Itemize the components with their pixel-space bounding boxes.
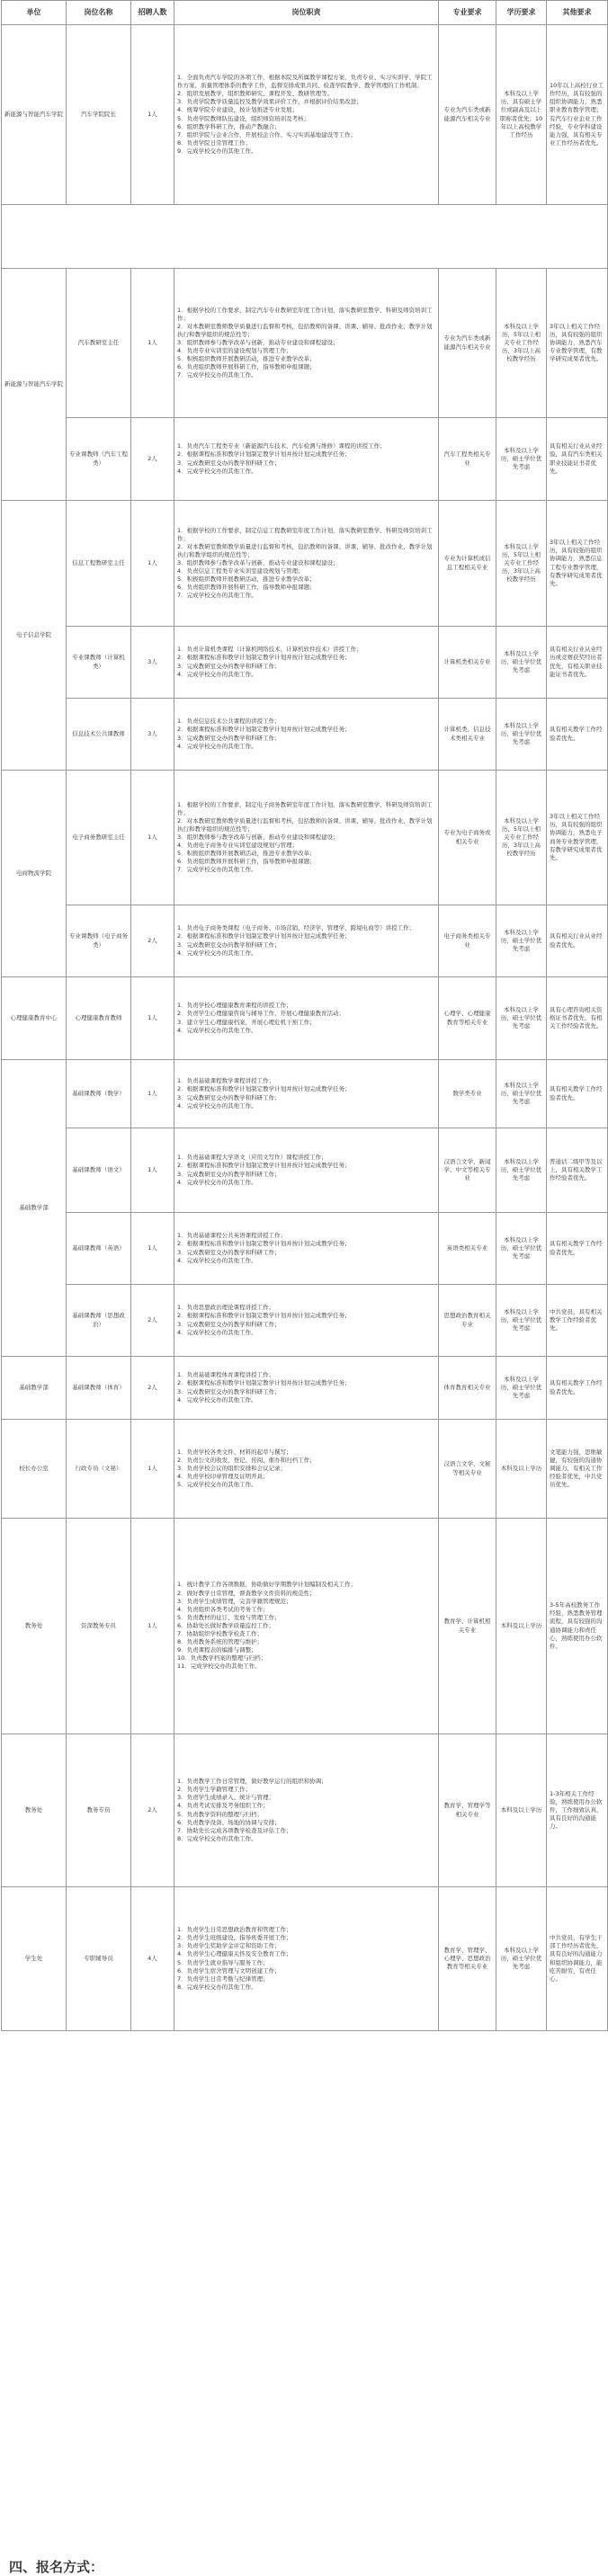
unit-cell: 新能源与智能汽车学院 <box>2 25 67 205</box>
other-requirements-cell: 具有相关教学工作经验者优先。 <box>547 1357 608 1420</box>
major-cell: 教育学、管理学等相关专业 <box>439 1734 496 1887</box>
major-cell: 计算机类、信息技术类相关专业 <box>439 699 496 771</box>
duties-cell <box>174 977 439 1060</box>
duties-cell <box>174 1128 439 1213</box>
education-cell: 本科及以上学历 <box>496 1420 547 1519</box>
duty-line: 3．完成教研室交办的教学和科研工作； <box>177 1093 281 1101</box>
duty-line: 2．根据课程标准和教学计划制定教学计划并按计划完成教学任务； <box>177 1379 351 1387</box>
education-cell: 本科及以上学历，5年以上相关专业工作经历，3年以上高校教学经历 <box>496 501 547 627</box>
table-row <box>2 1734 608 1887</box>
duty-line: 2．根据课程标准和教学计划制定教学计划并按计划完成教学任务； <box>177 1162 351 1170</box>
duty-line: 1．负责基础课程体育课程讲授工作； <box>177 1371 275 1379</box>
duties-cell <box>174 1357 439 1420</box>
other-requirements-cell: 10年以上高校行业工作经历，具有较强的组织协调能力，熟悉职业教育教学管理；有汽车行业企业工作经验，专业学科建设能力强，具有相关专业工作经历者优先。 <box>547 25 608 205</box>
count-cell: 3人 <box>131 699 174 771</box>
duty-line: 6．组织教学科研工作，推动产教融合； <box>177 122 281 130</box>
education-cell: 本科及以上学历，硕士学位优先考虑 <box>496 1213 547 1285</box>
duty-line: 3．完成教研室交办的教学和科研工作； <box>177 1170 281 1178</box>
duties-cell <box>174 771 439 905</box>
duty-line: 2．做好教学日常管理，督查教学文件资料的规范性； <box>177 1589 316 1597</box>
count-cell: 2人 <box>131 1285 174 1357</box>
duty-line: 1．负责学校各类文件、材料的起草与撰写； <box>177 1448 292 1456</box>
duty-line: 1．负责学生日常思想政治教育和管理工作； <box>177 1926 292 1934</box>
count-cell: 1人 <box>131 269 174 418</box>
unit-cell: 教务处 <box>2 1734 67 1887</box>
duty-line: 7．完成学校交办的其他工作。 <box>177 371 257 379</box>
header-other: 其他要求 <box>547 1 608 25</box>
major-cell: 教育学、管理学、心理学、思想政治教育等相关专业 <box>439 1887 496 2031</box>
count-cell: 1人 <box>131 1128 174 1213</box>
major-cell: 专业为汽车类或新能源汽车相关专业 <box>439 269 496 418</box>
duty-line: 2．对本教研室教师教学质量进行监督和考核，包括教师的备课、讲课、辅导、批改作业、教学计划执行和教学组织的规范性等； <box>177 322 433 338</box>
table-row <box>2 1128 608 1213</box>
duty-line: 4．完成学校交办的其他工作。 <box>177 670 257 678</box>
duty-line: 4．完成学校交办的其他工作。 <box>177 1256 257 1264</box>
duty-line: 1．负责思想政治理论课程讲授工作； <box>177 1304 275 1312</box>
duty-line: 5．积极组织教师开展教研活动，推进专业教学改革； <box>177 575 316 584</box>
duty-line: 2．负责公文的收发、登记、传阅、催办和归档工作； <box>177 1456 316 1464</box>
duty-line: 3．组织教师参与教学改革与创新，推动专业建设和课程建设； <box>177 338 339 346</box>
table-row <box>2 1357 608 1420</box>
other-requirements-cell: 1-3年相关工作经验，熟练使用办公软件，工作细致认真，具有良好的沟通能力。 <box>547 1734 608 1887</box>
table-gap-row <box>2 205 608 269</box>
major-cell: 计算机类相关专业 <box>439 627 496 699</box>
duty-line: 9．完成学校交办的其他工作。 <box>177 147 257 155</box>
duties-cell <box>174 905 439 977</box>
duty-line: 1．负责电子商务类课程（电子商务、市场营销、经济学、管理学、跨境电商等）讲授工作； <box>177 924 416 932</box>
duty-line: 7．负责学生日常考勤与纪律管理； <box>177 1974 269 1983</box>
other-requirements-cell: 具有相关教学工作经验者优先。 <box>547 1213 608 1285</box>
count-cell: 1人 <box>131 1060 174 1128</box>
duties-cell <box>174 1213 439 1285</box>
other-requirements-cell: 3年以上相关工作经历，具有较强的组织协调能力，熟悉汽车专业教学管理，有教学研究成果者优先。 <box>547 269 608 418</box>
duty-line: 4．完成学校交办的其他工作。 <box>177 742 257 750</box>
header-duties: 岗位职责 <box>174 1 439 25</box>
unit-cell: 校长办公室 <box>2 1420 67 1519</box>
duty-line: 1．负责基础课程数学课程讲授工作； <box>177 1077 275 1085</box>
education-cell: 本科及以上学历，硕士学位优先考虑 <box>496 1128 547 1213</box>
major-cell: 专业为汽车类或新能源汽车相关专业 <box>439 25 496 205</box>
position-cell: 信息技术公共课教师 <box>67 699 131 771</box>
header-unit: 单位 <box>2 1 67 25</box>
other-requirements-cell: 具有相关行业从业经验者优先。 <box>547 905 608 977</box>
duties-cell <box>174 1519 439 1734</box>
unit-cell: 教务处 <box>2 1519 67 1734</box>
duty-line: 8．完成学校交办的其他工作。 <box>177 1834 257 1842</box>
education-cell: 本科及以上学历，5年以上相关专业工作经历，3年以上高校教学经历 <box>496 771 547 905</box>
duty-line: 2．根据课程标准和教学计划制定教学计划并按计划完成教学任务； <box>177 1085 351 1093</box>
table-row <box>2 1213 608 1285</box>
gap-cell <box>2 205 608 269</box>
duties-cell <box>174 1734 439 1887</box>
duty-line: 5．负责教材的征订、发放与管理工作； <box>177 1613 281 1621</box>
other-requirements-cell: 中共党员，具有相关教学工作经验者优先。 <box>547 1285 608 1357</box>
education-cell: 本科及以上学历，硕士学位优先考虑 <box>496 1285 547 1357</box>
duty-line: 2．根据课程标准和教学计划制定教学计划并按计划完成教学任务； <box>177 932 351 940</box>
duty-line: 1．负责计算机类课程（计算机网络技术、计算机软件技术）讲授工作； <box>177 646 362 654</box>
position-cell: 资深教务专员 <box>67 1519 131 1734</box>
unit-cell: 电子信息学院 <box>2 501 67 771</box>
duty-line: 1．全面负责汽车学院的各项工作，根据本院及所属教学课程方案，负责专业、实习实训学、学院工作方案、质量管理体系的教学工作，监督安排成果共同、检查学院教学、教学管理的工作机制； <box>177 74 433 90</box>
major-cell: 汉语言文学、新闻学、中文等相关专业 <box>439 1128 496 1213</box>
duty-line: 8．负责学院日常管理工作； <box>177 138 252 147</box>
position-cell: 基础课教师（语文） <box>67 1128 131 1213</box>
count-cell: 1人 <box>131 25 174 205</box>
unit-cell: 新能源与智能汽车学院 <box>2 269 67 501</box>
duty-line: 2．根据课程标准和教学计划制定教学计划并按计划完成教学任务； <box>177 654 351 662</box>
count-cell: 1人 <box>131 1519 174 1734</box>
unit-cell: 电商物流学院 <box>2 771 67 977</box>
major-cell: 体育教育相关专业 <box>439 1357 496 1420</box>
count-cell: 1人 <box>131 1213 174 1285</box>
table-row <box>2 1519 608 1734</box>
position-cell: 行政专员（文秘） <box>67 1420 131 1519</box>
major-cell: 教育学、计算机相关专业 <box>439 1519 496 1734</box>
duty-line: 2．根据课程标准和教学计划制定教学计划并按计划完成教学任务； <box>177 450 351 459</box>
unit-cell: 学生处 <box>2 1887 67 2031</box>
position-cell: 汽车教研室主任 <box>67 269 131 418</box>
duty-line: 2．对本教研室教师教学质量进行监督和考核，包括教师的备课、讲课、辅导、批改作业、教学计划执行和教学组织的规范性等； <box>177 816 433 833</box>
duty-line: 4．负责信息工程类专业实训室建设规划与管理； <box>177 567 304 575</box>
duty-line: 7．完成学校交办的其他工作。 <box>177 592 257 600</box>
duty-line: 5．积极组织教师开展教研活动，推进专业教学改革； <box>177 850 316 858</box>
major-cell: 思想政治教育相关专业 <box>439 1285 496 1357</box>
unit-cell: 基础教学部 <box>2 1357 67 1420</box>
duty-line: 3．负责学生成绩录入、统计与管理； <box>177 1794 275 1802</box>
table-row <box>2 25 608 205</box>
duties-cell <box>174 1060 439 1128</box>
duty-line: 3．完成教研室交办的教学和科研工作； <box>177 459 281 467</box>
unit-cell: 基础教学部 <box>2 1060 67 1357</box>
duty-line: 2．组织发展教学，组织教师研究、课程开发、教研管理等。 <box>177 90 334 98</box>
duty-line: 4．统筹学院专业建设，按计划推进专业发展； <box>177 106 299 114</box>
duty-line: 3．负责学生奖助学金评定和资助工作； <box>177 1942 281 1950</box>
duties-cell <box>174 25 439 205</box>
duty-line: 2．负责学生学籍管理工作； <box>177 1786 252 1794</box>
position-cell: 基础课教师（数学） <box>67 1060 131 1128</box>
major-cell: 专业为计算机或信息工程相关专业 <box>439 501 496 627</box>
duty-line: 3．建立学生心理健康档案，开展心理危机干预工作； <box>177 1018 316 1026</box>
table-row <box>2 1060 608 1128</box>
position-cell: 信息工程教研室主任 <box>67 501 131 627</box>
major-cell: 数学类专业 <box>439 1060 496 1128</box>
duty-line: 4．完成学校交办的其他工作。 <box>177 1395 257 1404</box>
duty-line: 6．负责教学设备、场地的协调与安排； <box>177 1818 281 1826</box>
duty-line: 2．根据课程标准和教学计划制定教学计划并按计划完成教学任务； <box>177 1240 351 1248</box>
duty-line: 2．负责学生班级建设，指导班委开展工作； <box>177 1934 292 1942</box>
major-cell: 英语类相关专业 <box>439 1213 496 1285</box>
position-cell: 专职辅导员 <box>67 1887 131 2031</box>
duty-line: 3．负责学院教学质量监控及教学效果评价工作，并根据评价结果改进； <box>177 98 362 106</box>
major-cell: 汉语言文学、文秘等相关专业 <box>439 1420 496 1519</box>
table-row <box>2 905 608 977</box>
other-requirements-cell: 具有相关行业从业经验，具有汽车类相关职业技能证书者优先。 <box>547 418 608 501</box>
duties-cell <box>174 269 439 418</box>
duty-line: 1．统计教学工作各项数据，协助做好学期教学计划编制及相关工作； <box>177 1581 357 1589</box>
duty-line: 3．组织教师参与教学改革与创新，推动专业建设和课程建设； <box>177 558 339 566</box>
count-cell: 1人 <box>131 501 174 627</box>
position-cell: 心理健康教育教师 <box>67 977 131 1060</box>
duty-line: 4．负责学生心理健康关怀及安全教育工作； <box>177 1950 292 1958</box>
duty-line: 3．完成教研室交办的教学和科研工作； <box>177 1320 281 1328</box>
count-cell: 2人 <box>131 1734 174 1887</box>
education-cell: 本科及以上学历 <box>496 1734 547 1887</box>
other-requirements-cell: 具有相关教学工作经验者优先。 <box>547 1060 608 1128</box>
education-cell: 本科及以上学历，硕士学位优先考虑 <box>496 627 547 699</box>
duty-line: 5．负责学生就业指导与服务工作； <box>177 1958 269 1966</box>
duty-line: 1．负责基础课程公共英语课程讲授工作； <box>177 1232 287 1240</box>
duty-line: 7．协助组织学校教学检查工作； <box>177 1630 264 1638</box>
duty-line: 5．负责教学资料的整理与归档； <box>177 1810 264 1818</box>
recruitment-table <box>1 0 608 2031</box>
count-cell: 1人 <box>131 977 174 1060</box>
table-row <box>2 627 608 699</box>
table-row <box>2 1420 608 1519</box>
count-cell: 1人 <box>131 1420 174 1519</box>
table-header-row <box>2 1 608 25</box>
duty-line: 4．完成学校交办的其他工作。 <box>177 949 257 957</box>
duty-line: 1．负责基础课程大学语文（应用文写作）课程讲授工作； <box>177 1154 327 1162</box>
duty-line: 2．负责学生心理健康咨询与辅导工作，开展心理健康教育活动； <box>177 1010 345 1018</box>
duty-line: 5．积极组织教师开展教研活动，推进专业教学改革； <box>177 355 316 363</box>
duty-line: 4．负责考试安排及考务组织工作； <box>177 1802 269 1810</box>
duty-line: 6．负责组织教师开展科研工作，指导教师申报课题； <box>177 584 316 592</box>
position-cell: 专业课教师（汽车工程类） <box>67 418 131 501</box>
major-cell: 心理学、心理健康教育等相关专业 <box>439 977 496 1060</box>
count-cell: 2人 <box>131 418 174 501</box>
position-cell: 教务专员 <box>67 1734 131 1887</box>
duty-line: 11．完成学校交办的其他工作。 <box>177 1662 261 1671</box>
table-body <box>2 25 608 2031</box>
table-row <box>2 501 608 627</box>
duty-line: 4．负责学校印章管理及证明开具； <box>177 1473 269 1481</box>
education-cell: 本科及以上学历，硕士学位优先考虑 <box>496 1060 547 1128</box>
position-cell: 专业课教师（计算机类） <box>67 627 131 699</box>
duty-line: 4．完成学校交办的其他工作。 <box>177 1101 257 1110</box>
other-requirements-cell: 文笔能力强，思维敏捷，有较强的沟通协调能力，有相关工作经验者优先，中共党员优先。 <box>547 1420 608 1519</box>
duty-line: 7．组织学院与企业合作，开展校企合作、实习实训基地建设等工作； <box>177 130 357 138</box>
duty-line: 4．负责电子商务专业实训室建设规划与管理； <box>177 842 299 850</box>
education-cell: 本科及以上学历 <box>496 1519 547 1734</box>
table-row <box>2 771 608 905</box>
duties-cell <box>174 627 439 699</box>
duty-line: 5．负责学院教师队伍建设，组织师资培训及考核； <box>177 114 310 122</box>
education-cell: 本科及以上学历，具有硕士学位或副高及以上职称者优先；10年以上高校教学工作经历 <box>496 25 547 205</box>
duty-line: 8．完成学校交办的其他工作。 <box>177 1983 257 1991</box>
education-cell: 本科及以上学历，5年以上相关专业工作经历，3年以上高校教学经历 <box>496 269 547 418</box>
duty-line: 3．负责学校会议的组织安排和会议记录； <box>177 1464 287 1472</box>
table-row <box>2 699 608 771</box>
education-cell: 本科及以上学历，硕士学位优先考虑 <box>496 699 547 771</box>
duty-line: 8．负责教务系统的管理与维护； <box>177 1638 264 1646</box>
duty-line: 4．负责组织各类考试的考务工作； <box>177 1605 269 1613</box>
major-cell: 汽车工程类相关专业 <box>439 418 496 501</box>
duty-line: 1．负责信息技术公共课程的讲授工作； <box>177 718 281 726</box>
other-requirements-cell: 具有相关行业从业经历或竞赛获奖经历者优先，有相关职业技能证书者优先。 <box>547 627 608 699</box>
duties-cell <box>174 699 439 771</box>
duty-line: 1．根据学校的工作要求，制定汽车专业教研室年度工作计划，落实教研室教学、科研及师资培训工作； <box>177 306 433 322</box>
header-position: 岗位名称 <box>67 1 131 25</box>
duty-line: 3．完成教研室交办的教学和科研工作； <box>177 1387 281 1395</box>
count-cell: 2人 <box>131 905 174 977</box>
duty-line: 1．负责教学工作日常管理，做好教学运行的组织和协调； <box>177 1778 327 1786</box>
position-cell: 基础课教师（思想政治） <box>67 1285 131 1357</box>
duty-line: 1．负责学校心理健康教育课程的讲授工作； <box>177 1002 292 1010</box>
header-major: 专业要求 <box>439 1 496 25</box>
other-requirements-cell: 具有心理咨询相关资格证书者优先，有相关工作经验者优先。 <box>547 977 608 1060</box>
education-cell: 本科及以上学历，硕士学位优先考虑 <box>496 905 547 977</box>
header-count: 招聘人数 <box>131 1 174 25</box>
table-row <box>2 269 608 418</box>
count-cell: 4人 <box>131 1887 174 2031</box>
other-requirements-cell: 具有相关教学工作经验者优先。 <box>547 699 608 771</box>
unit-cell: 心理健康教育中心 <box>2 977 67 1060</box>
table-row <box>2 977 608 1060</box>
duty-line: 3．负责学生成绩管理，完善学籍管理规范； <box>177 1597 292 1605</box>
major-cell: 电子商务类相关专业 <box>439 905 496 977</box>
count-cell: 1人 <box>131 771 174 905</box>
duty-line: 3．组织教师参与教学改革与创新，推动专业建设和课程建设； <box>177 833 339 841</box>
duty-line: 6．负责学生宿舍管理与文明创建工作； <box>177 1966 281 1974</box>
major-cell: 专业为电子商务或相关专业 <box>439 771 496 905</box>
table-row <box>2 418 608 501</box>
duties-cell <box>174 1420 439 1519</box>
education-cell: 本科及以上学历，硕士学位优先考虑 <box>496 418 547 501</box>
duty-line: 2．根据课程标准和教学计划制定教学计划并按计划完成教学任务； <box>177 726 351 734</box>
duty-line: 2．对本教研室教师教学质量进行监督和考核，包括教师的备课、讲课、辅导、批改作业、教学计划执行和教学组织的规范性等； <box>177 542 433 558</box>
education-cell: 本科及以上学历，硕士学位优先考虑 <box>496 977 547 1060</box>
duties-cell <box>174 418 439 501</box>
duty-line: 10．负责教学档案的整理与归档； <box>177 1654 267 1662</box>
duties-cell <box>174 501 439 627</box>
position-cell: 基础课教师（体育） <box>67 1357 131 1420</box>
duty-line: 2．根据课程标准和教学计划制定教学计划并按计划完成教学任务； <box>177 1312 351 1320</box>
duty-line: 3．完成教研室交办的教学和科研工作； <box>177 940 281 949</box>
duties-cell <box>174 1285 439 1357</box>
education-cell: 本科及以上学历，硕士学位优先考虑 <box>496 1357 547 1420</box>
duty-line: 5．完成学校交办的其他工作。 <box>177 1481 257 1489</box>
duty-line: 6．负责组织教师开展科研工作，指导教师申报课题； <box>177 858 316 866</box>
duty-line: 4．完成学校交办的其他工作。 <box>177 1026 257 1034</box>
duty-line: 4．完成学校交办的其他工作。 <box>177 1178 257 1186</box>
header-education: 学历要求 <box>496 1 547 25</box>
education-cell: 本科及以上学历，硕士学位优先考虑 <box>496 1887 547 2031</box>
section-heading-registration: 四、报名方式： <box>9 2559 104 2575</box>
duty-line: 4．负责专业实训室的建设规划与管理工作； <box>177 347 292 355</box>
duties-cell <box>174 1887 439 2031</box>
count-cell: 2人 <box>131 1357 174 1420</box>
duty-line: 3．完成教研室交办的教学和科研工作； <box>177 1248 281 1256</box>
table-row <box>2 1887 608 2031</box>
duty-line: 4．完成学校交办的其他工作。 <box>177 467 257 475</box>
other-requirements-cell: 中共党员，有学生干部工作经历者优先，具有良好的沟通能力和组织协调能力，能吃苦耐劳，有责任心。 <box>547 1887 608 2031</box>
duty-line: 9．负责课程表的编排与调整； <box>177 1646 257 1654</box>
position-cell: 电子商务教研室主任 <box>67 771 131 905</box>
duty-line: 3．完成教研室交办的教学和科研工作； <box>177 662 281 670</box>
other-requirements-cell: 3年以上相关工作经历，具有较强的组织协调能力，熟悉信息工程专业教学管理，有教学研究成果者优先。 <box>547 501 608 627</box>
count-cell: 3人 <box>131 627 174 699</box>
duty-line: 1．负责汽车工程类专业（新能源汽车技术、汽车检测与维修）课程的讲授工作； <box>177 442 386 450</box>
other-requirements-cell: 3-5年高校教务工作经验，熟悉教务管理流程，具有较强的沟通协调能力和责任心，熟练使用办公软件。 <box>547 1519 608 1734</box>
duty-line: 4．完成学校交办的其他工作。 <box>177 1328 257 1336</box>
duty-line: 1．根据学校的工作要求，制定信息工程教研室年度工作计划，落实教研室教学、科研及师资培训工作； <box>177 526 433 542</box>
duty-line: 6．协助处长做好教学质量监控工作； <box>177 1621 275 1629</box>
position-cell: 汽车学院院长 <box>67 25 131 205</box>
duty-line: 6．负责组织教师开展科研工作，指导教师申报课题； <box>177 363 316 371</box>
duty-line: 3．完成教研室交办的教学和科研工作； <box>177 734 281 742</box>
other-requirements-cell: 普通话二级甲等及以上，具有相关教学工作经验者优先。 <box>547 1128 608 1213</box>
position-cell: 专业课教师（电子商务类） <box>67 905 131 977</box>
position-cell: 基础课教师（英语） <box>67 1213 131 1285</box>
duty-line: 7．完成学校交办的其他工作。 <box>177 866 257 874</box>
duty-line: 7．协助处长完成各项教学检查及评估工作； <box>177 1826 292 1834</box>
other-requirements-cell: 3年以上相关工作经历，具有较强的组织协调能力，熟悉电子商务专业教学管理，有教学研究成果者优先。 <box>547 771 608 905</box>
duty-line: 1．根据学校的工作要求，制定电子商务教研室年度工作计划，落实教研室教学、科研及师资培训工作； <box>177 800 433 816</box>
table-row <box>2 1285 608 1357</box>
